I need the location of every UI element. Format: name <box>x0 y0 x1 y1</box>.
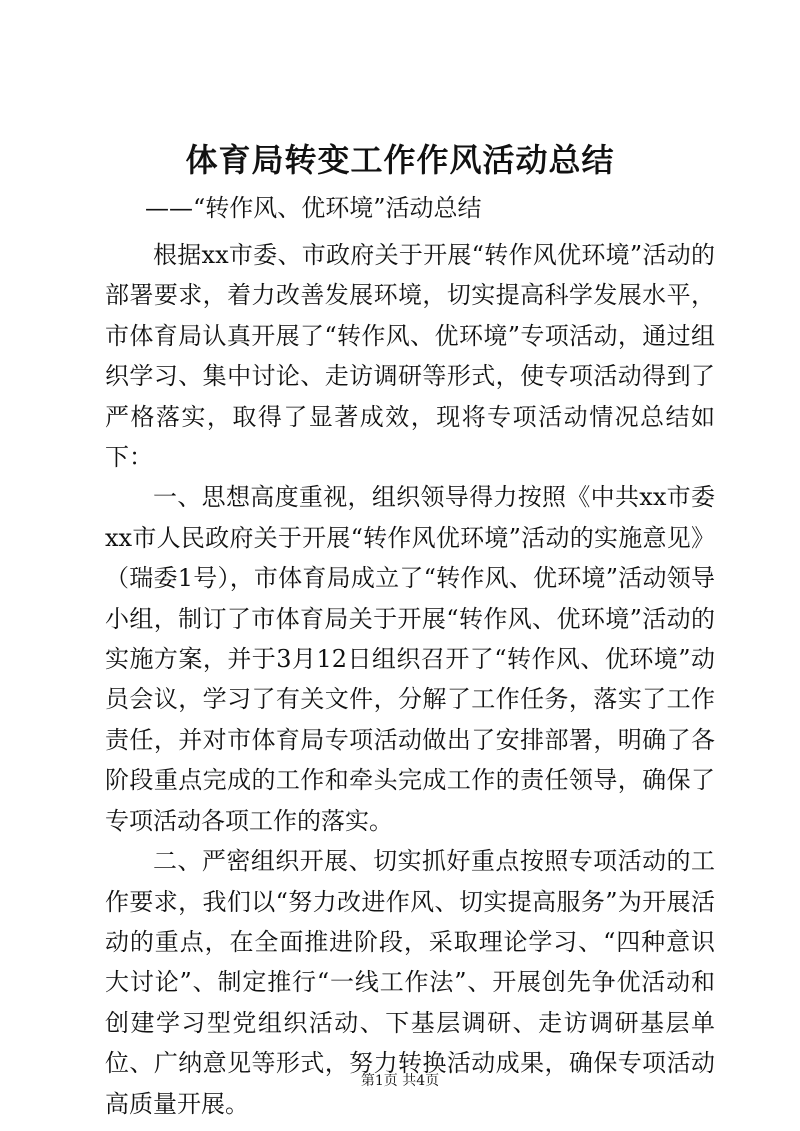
document-title: 体育局转变工作作风活动总结 <box>185 141 615 179</box>
document-subtitle: ——“转作风、优环境”活动总结 <box>145 194 482 222</box>
paragraph-organization-leadership: 一、思想高度重视，组织领导得力按照《中共xx市委xx市人民政府关于开展“转作风优环境”活动的实施意见》（瑞委1号），市体育局成立了“转作风、优环境”活动领导小组，制订了市体育局关于开展“转作风、优环境”活动的实施方案，并于3月12日组织召开了“转作风、优环境”动员会议，学习了有关文件，分解了工作任务，落实了工作责任，并对市体育局专项活动做出了安排部署，明确了各阶段重点完成的工作和牵头完成工作的责任领导，确保了专项活动各项工作的落实。 <box>105 483 715 835</box>
document-body <box>105 235 715 1124</box>
paragraph-key-work-implementation: 二、严密组织开展、切实抓好重点按照专项活动的工作要求，我们以“努力改进作风、切实提高服务”为开展活动的重点，在全面推进阶段，采取理论学习、“四种意识大讨论”、制定推行“一线工作法”、开展创先争优活动和创建学习型党组织活动、下基层调研、走访调研基层单位、广纳意见等形式，努力转换活动成果，确保专项活动高质量开展。 <box>105 847 715 1118</box>
page-number-footer: 第1页 共4页 <box>360 1073 440 1089</box>
paragraph-introduction: 根据xx市委、市政府关于开展“转作风优环境”活动的部署要求，着力改善发展环境，切实提高科学发展水平，市体育局认真开展了“转作风、优环境”专项活动，通过组织学习、集中讨论、走访调研等形式，使专项活动得到了严格落实，取得了显著成效，现将专项活动情况总结如下： <box>105 241 715 472</box>
